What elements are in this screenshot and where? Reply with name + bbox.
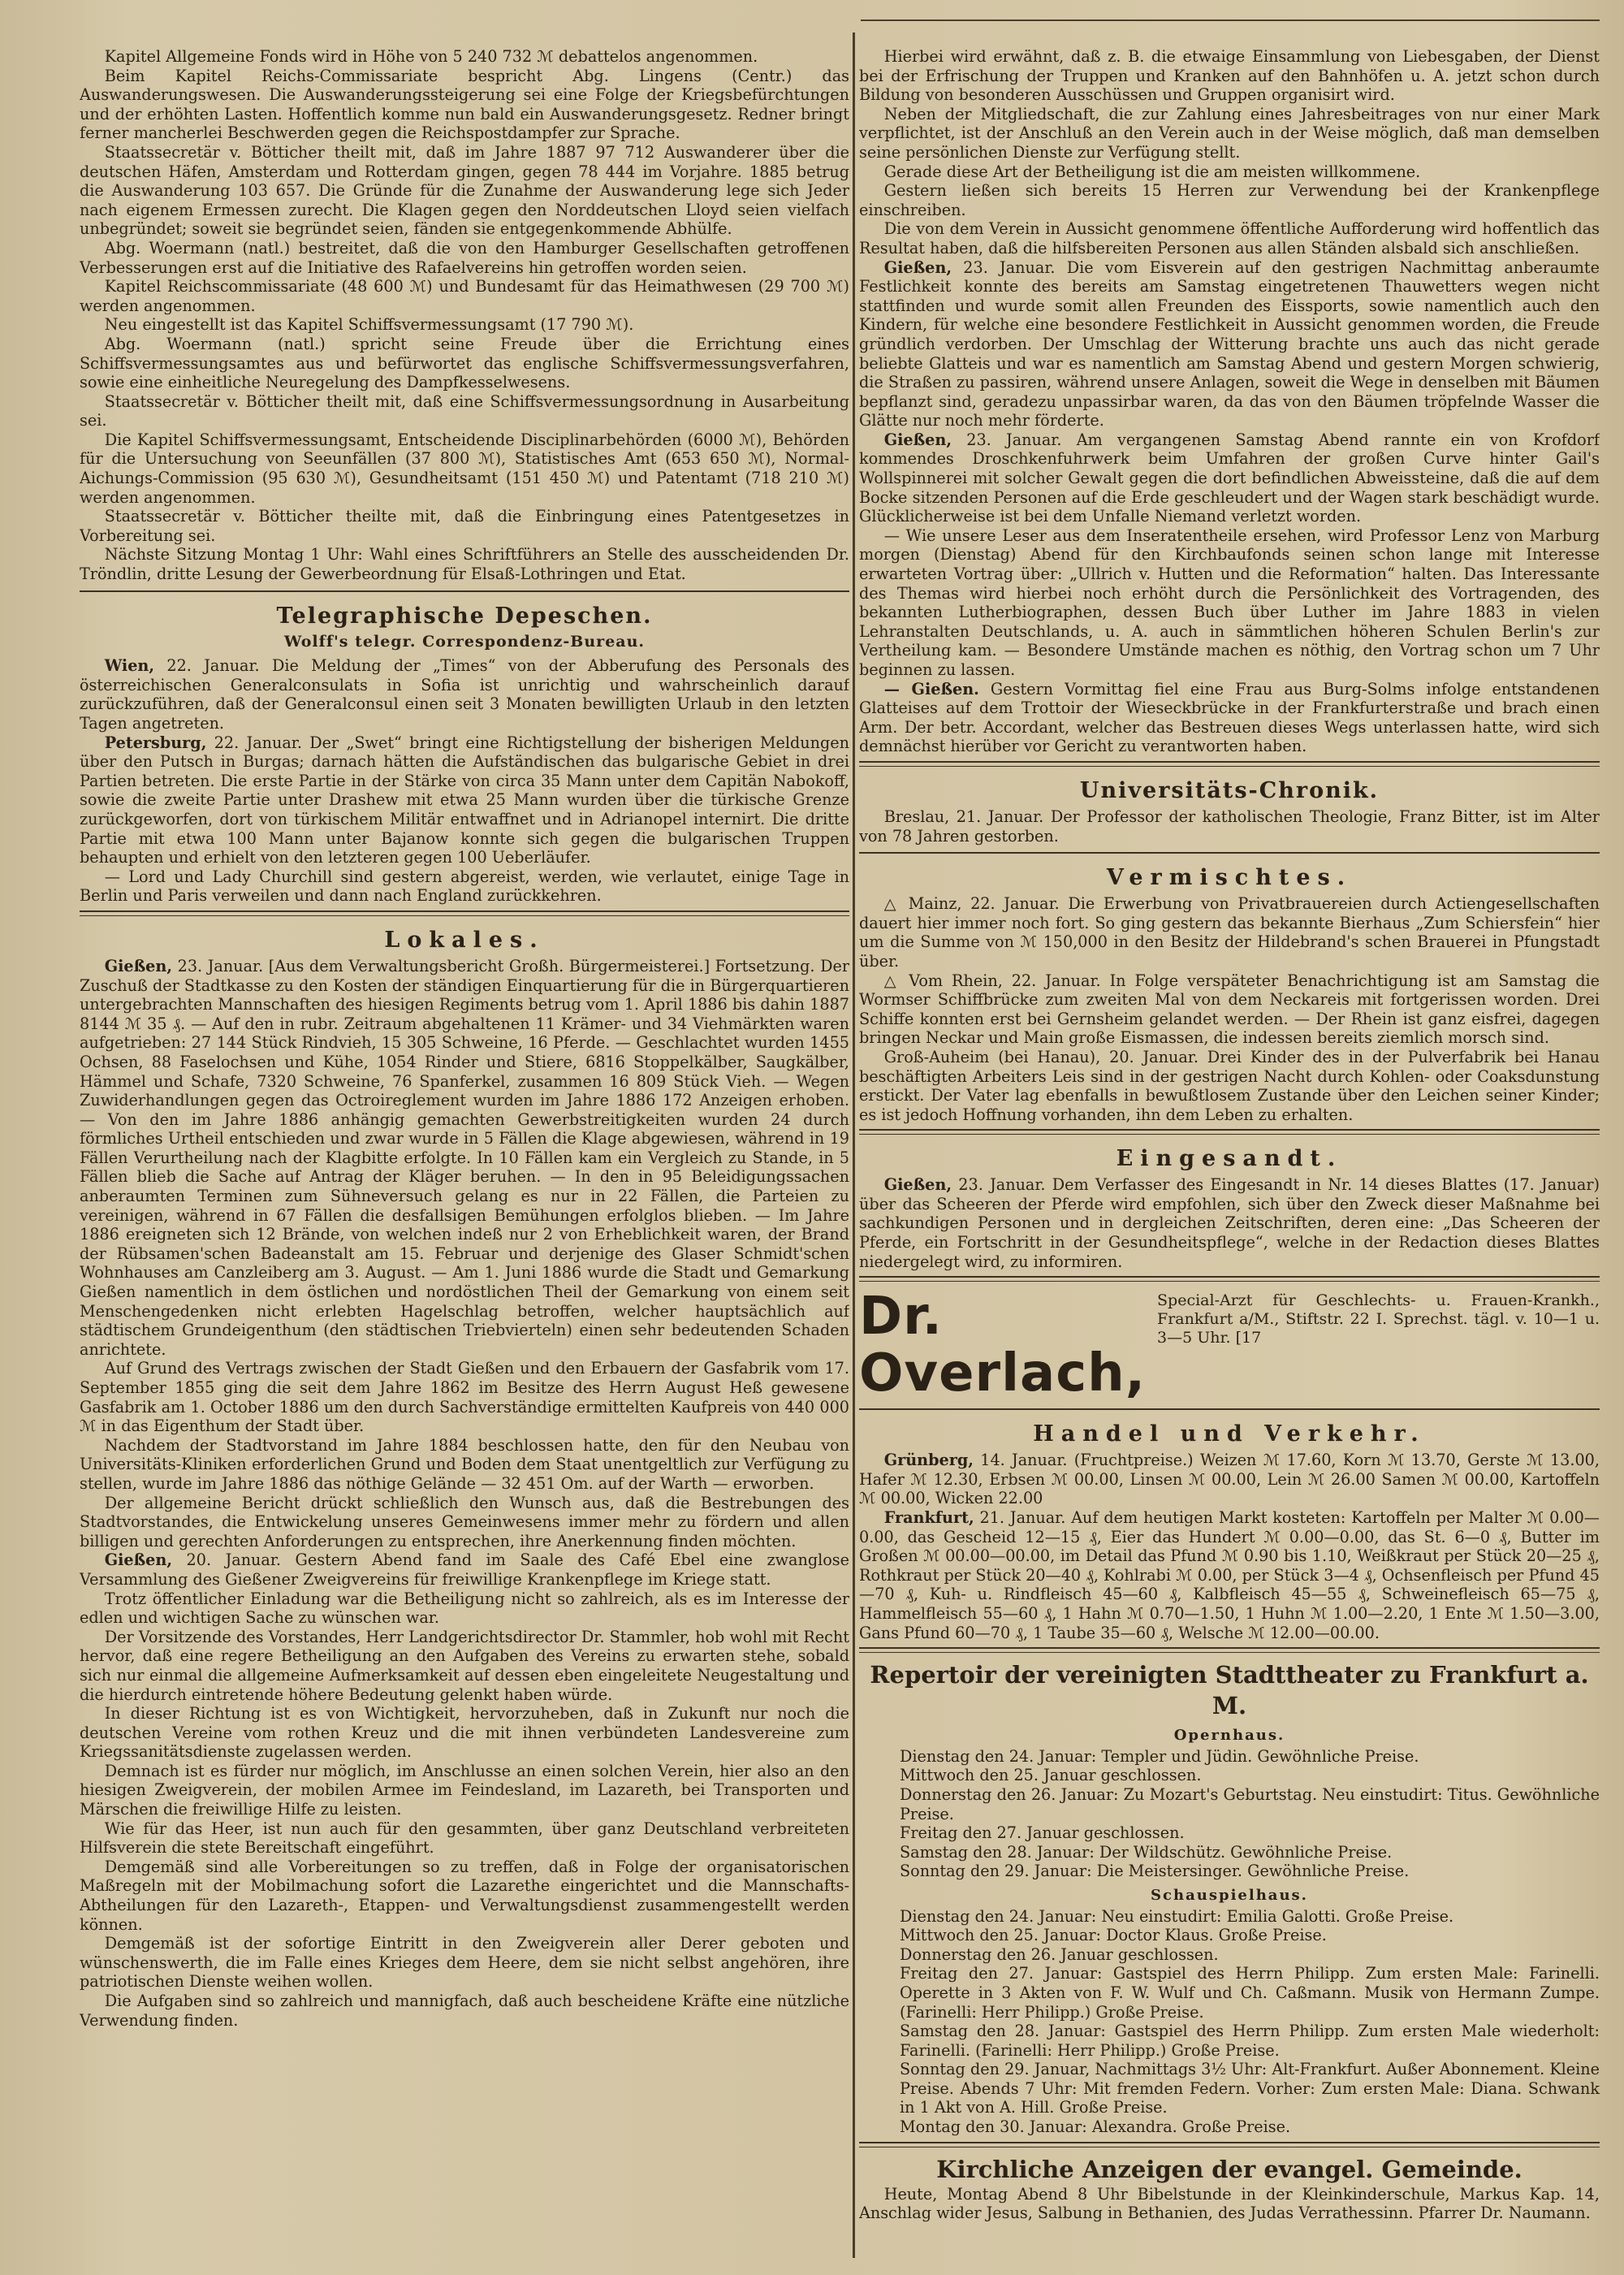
paragraph-text: — Wie unsere Leser aus dem Inseratentheile ersehen, wird Professor Lenz von Marburg morgen (Dienstag) Abend für den Kirchbaufonds seinen schon lange mit Interesse erwarteten Vortrag über: „Ullrich v. Hutten und die Reformation“ halten. Das Interessante des Themas wird hierbei noch erhöht durch die Persönlichkeit des Vortragenden, des bekannten Lutherbiographen, dessen Buch über Luther im Jahre 1883 in vielen Lehranstalten Deutschlands, u. A. auch in sämmtlichen höheren Schulen Berlin's zur Vertheilung kam. — Besondere Umstände machen es nöthig, den Vortrag schon um 7 Uhr beginnen zu lassen. xyxy=(859,525,1600,679)
paragraph: Staatssecretär v. Bötticher theilt mit, daß im Jahre 1887 97 712 Auswanderer über die deutschen Häfen, Amsterdam und Rotterdam gingen, gegen 78 444 im Vorjahre. 1885 betrug die Auswanderung 103 657. Die Gründe für die Zunahme der Auswanderung lege sich Jeder nach eigenem Ermessen zurecht. Die Klagen gegen den Norddeutschen Lloyd seien vielfach unbegründet; soweit sie begründet seien, fänden sie entgegenkommende Abhülfe. xyxy=(80,142,849,239)
opera-heading: Opernhaus. xyxy=(1173,1727,1285,1745)
paragraph-text: 20. Januar. Gestern Abend fand im Saale des Café Ebel eine zwanglose Versammlung des Gießener Zweigvereins für freiwillige Krankenpflege im Kriege statt. xyxy=(80,1551,849,1589)
paragraph: Freitag den 27. Januar geschlossen. xyxy=(900,1823,1185,1843)
dateline: — Gießen. xyxy=(883,679,979,699)
paragraph-text: Der Vorsitzende des Vorstandes, Herr Landgerichtsdirector Dr. Stammler, hob wohl mit Recht hervor, daß eine regere Betheiligung an den Aufgaben des Vereins zu erwarten stehe, sobald sich nur einmal die allgemeine Aufmerksamkeit auf dessen eben eingeleitete Neugestaltung und die hierdurch eintretende höhere Bedeutung gelenkt haben würde. xyxy=(80,1627,849,1704)
dateline: Gießen, xyxy=(883,1175,952,1195)
local-news xyxy=(859,258,1600,756)
paragraph: Mittwoch den 25. Januar: Doctor Klaus. Große Preise. xyxy=(900,1926,1327,1945)
paragraph-text: Der allgemeine Bericht drückt schließlich den Wunsch aus, daß die Bestrebungen des Stadtvorstandes, die Entwickelung unseres Gemeinwesens immer mehr zu fördern und allen billigen und gerechten Anforderungen zu entsprechen, ihre Anerkennung finden möchten. xyxy=(80,1493,849,1551)
dateline: Gießen, xyxy=(883,430,952,449)
paragraph: Abg. Woermann (natl.) bestreitet, daß die von den Hamburger Gesellschaften getroffenen Verbesserungen erst auf die Initiative des Rafaelvereins hin getroffen worden seien. xyxy=(80,238,849,277)
parliament-report xyxy=(80,47,849,584)
eingesandt-letter xyxy=(859,1175,1600,1271)
paragraph: Dienstag den 24. Januar: Neu einstudirt: Emilia Galotti. Große Preise. xyxy=(900,1906,1454,1926)
paragraph xyxy=(859,971,1600,1048)
paragraph: Nächste Sitzung Montag 1 Uhr: Wahl eines Schriftführers an Stelle des ausscheidenden Dr. Tröndlin, dritte Lesung der Gewerbeordnung für Elsaß-Lothringen und Etat. xyxy=(80,545,849,584)
dateline: Frankfurt, xyxy=(883,1508,974,1528)
paragraph xyxy=(80,1359,849,1435)
paragraph: Samstag den 28. Januar: Gastspiel des Herrn Philipp. Zum ersten Male wiederholt: Farinelli. (Farinelli: Herr Philipp.) Große Preise. xyxy=(900,2022,1600,2060)
telegraph-heading: Telegraphische Depeschen. xyxy=(276,603,653,629)
paragraph: Die Kapitel Schiffsvermessungsamt, Entscheidende Disciplinarbehörden (6000 ℳ), Behörden für die Untersuchung von Seeunfällen (37 800 ℳ), Statistisches Amt (653 650 ℳ), Normal-Aichungs-Commission (95 630 ℳ), Gesundheitsamt (151 450 ℳ) und Patentamt (718 210 ℳ) werden angenommen. xyxy=(80,430,849,507)
paragraph: Abg. Woermann (natl.) spricht seine Freude über die Errichtung eines Schiffsvermessungsamtes aus und befürwortet das englische Schiffsvermessungsverfahren, sowie eine einheitliche Neuregelung des Dampfkesselwesens. xyxy=(80,334,849,392)
paragraph: Kapitel Allgemeine Fonds wird in Höhe von 5 240 732 ℳ debattelos angenommen. xyxy=(104,47,758,66)
paragraph-text: 21. Januar. Auf dem heutigen Markt kosteten: Kartoffeln per Malter ℳ 0.00—0.00, das Gescheid 12—15 ₰, Eier das Hundert ℳ 0.00—0.00, das St. 6—0 ₰, Butter im Großen ℳ 00.00—00.00, im Detail das Pfund ℳ 0.90 bis 1.10, Weißkraut per Stück 20—25 ₰, Rothkraut per Stück 20—40 ₰, Kohlrabi ℳ 0.00, per Stück 3—4 ₰, Ochsenfleisch per Pfund 45—70 ₰, Kuh- u. Rindfleisch 45—60 ₰, Kalbfleisch 45—55 ₰, Schweinefleisch 65—75 ₰, Hammelfleisch 55—60 ₰, 1 Hahn ℳ 0.70—1.50, 1 Huhn ℳ 1.00—2.20, 1 Ente ℳ 1.50—3.00, Gans Pfund 60—70 ₰, 1 Taube 35—60 ₰, Welsche ℳ 12.00—00.00. xyxy=(859,1508,1600,1642)
paragraph xyxy=(80,1762,849,1819)
paragraph-text: Trotz öffentlicher Einladung war die Betheiligung nicht so zahlreich, als es im Interesse der edlen und wichtigen Sache zu wünschen war. xyxy=(80,1589,849,1628)
paragraph-text: 23. Januar. Dem Verfasser des Eingesandt in Nr. 14 dieses Blattes (17. Januar) über das Scheeren der Pferde wird empfohlen, sich über den Zweck dieser Maßnahme bei sachkundigen Personen und in dergleichen Zeitschriften, deren eine: „Das Scheeren der Pferde, ein Fortschritt in der Gesundheitspflege“, welche in der Redaction dieses Blattes niedergelegt wird, zu informiren. xyxy=(859,1175,1600,1271)
left-column xyxy=(80,47,849,2240)
telegraph-dispatches xyxy=(80,656,849,906)
opera-schedule xyxy=(859,1747,1600,1881)
trade-heading: Handel und Verkehr. xyxy=(1033,1421,1426,1447)
eingesandt-heading: Eingesandt. xyxy=(1116,1146,1343,1172)
dateline: Gießen, xyxy=(883,257,952,277)
telegraph-subheading: Wolff's telegr. Correspondenz-Bureau. xyxy=(283,632,646,651)
paragraph: Neben der Mitgliedschaft, die zur Zahlung eines Jahresbeitrages von nur einer Mark verpflichtet, ist der Anschluß an den Verein auch in der Weise möglich, daß man demselben seine persönlichen Dienste zur Verfügung stellt. xyxy=(859,104,1600,162)
paragraph: Samstag den 28. Januar: Der Wildschütz. Gewöhnliche Preise. xyxy=(900,1842,1393,1862)
lokales-heading: Lokales. xyxy=(384,927,545,953)
paragraph-text: Demgemäß ist der sofortige Eintritt in den Zweigverein aller Derer geboten und wünschenswerth, die im Falle eines Krieges dem Heere, dem sie nicht selbst angehören, ihre patriotischen Dienste weihen wollen. xyxy=(80,1934,849,1992)
playhouse-heading: Schauspielhaus. xyxy=(1151,1886,1308,1904)
paragraph-text: 22. Januar. Der „Swet“ bringt eine Richtigstellung der bisherigen Meldungen über den Putsch in Burgas; darnach hätten die Aufständischen das bulgarische Gebiet in drei Partien betreten. Die erste Partie in der Stärke von circa 35 Mann unter dem Capitän Nabokoff, sowie die zweite Partie unter Drashew mit etwa 25 Mann wurden über die türkische Grenze zurückgeworfen, dort von türkischem Militär entwaffnet und in Adrianopel internirt. Die dritte Partie mit etwa 100 Mann unter Bajanow konnte sich gegen die bulgarischen Truppen behaupten und erhielt von den letzteren gegen 100 Ueberläufer. xyxy=(80,733,849,867)
right-column xyxy=(859,47,1600,2240)
dateline: Gießen, xyxy=(104,1551,173,1570)
top-rule xyxy=(861,19,1600,21)
doctor-advertisement xyxy=(859,1288,1600,1402)
paragraph xyxy=(859,1175,1600,1271)
paragraph xyxy=(80,1551,849,1589)
paragraph-text: Demgemäß sind alle Vorbereitungen so zu treffen, daß in Folge der organisatorischen Maßregeln mit der Mobilmachung sofort die Lazarethe eingerichtet und die Mannschafts-Abtheilungen für den Lazareth-, Etappen- und Verwaltungsdienst zusammengestellt werden können. xyxy=(80,1857,849,1934)
paragraph xyxy=(80,1992,849,2030)
paragraph-text: Breslau, 21. Januar. Der Professor der katholischen Theologie, Franz Bitter, ist im Alter von 78 Jahren gestorben. xyxy=(859,807,1600,846)
paragraph: Montag den 30. Januar: Alexandra. Große Preise. xyxy=(900,2117,1291,2137)
paragraph xyxy=(859,526,1600,680)
church-notice: Heute, Montag Abend 8 Uhr Bibelstunde in der Kleinkinderschule, Markus Kap. 14, Anschlag wider Jesus, Salbung in Bethanien, des Judas Verrathessinn. Pfarrer Dr. Naumann. xyxy=(859,2184,1600,2223)
paragraph-text: In dieser Richtung ist es von Wichtigkeit, hervorzuheben, daß in Zukunft nur noch die deutschen Vereine vom rothen Kreuz und die mit ihnen verbündeten Landesvereine zum Kriegssanitätsdienste zugelassen werden. xyxy=(80,1704,849,1762)
paragraph xyxy=(80,1858,849,1934)
paragraph: Sonntag den 29. Januar: Die Meistersinger. Gewöhnliche Preise. xyxy=(900,1862,1410,1881)
paragraph xyxy=(80,1819,849,1858)
paragraph-text: 23. Januar. Die vom Eisverein auf den gestrigen Nachmittag anberaumte Festlichkeit konnte des bereits am Samstag eingetretenen Thauwetters wegen nicht stattfinden und wurde somit allen Freunden des Eissports, sowie namentlich auch den Kindern, für welche eine besondere Festlichkeit in Aussicht genommen worden, die Freude gründlich verdorben. Der Umschlag der Witterung brachte uns auch das nicht gerade beliebte Glatteis und war es namentlich am Samstag Abend und gestern Morgen schwierig, die Straßen zu passiren, während unsere Anlagen, soweit die Wege in denselben mit Bäumen bepflanzt sind, geradezu unpassirbar waren, da das von den Bäumen tröpfelnde Wasser die Glätte nur noch mehr förderte. xyxy=(859,257,1600,430)
ad-text: Special-Arzt für Geschlechts- u. Frauen-Krankh., Frankfurt a/M., Stiftstr. 22 I. Sprechst. tägl. v. 10—1 u. 3—5 Uhr. [17 xyxy=(1157,1291,1600,1347)
university-chronicle xyxy=(859,807,1600,846)
section-rule xyxy=(859,1647,1600,1653)
section-rule xyxy=(859,1276,1600,1282)
dateline: Petersburg, xyxy=(104,733,207,752)
ad-name: Dr. Overlach, xyxy=(859,1287,1147,1404)
paragraph xyxy=(859,680,1600,756)
misc-heading: Vermischtes. xyxy=(1106,865,1353,891)
section-rule xyxy=(859,2142,1600,2147)
paragraph: Mittwoch den 25. Januar geschlossen. xyxy=(900,1766,1202,1785)
market-prices xyxy=(859,1451,1600,1642)
paragraph-text: Demnach ist es fürder nur möglich, im Anschlusse an einen solchen Verein, hier also an den hiesigen Zweigverein, der mobilen Armee im Feindesland, im Lazareth, bei Transporten und Märschen die freiwillige Hilfe zu leisten. xyxy=(80,1761,849,1819)
section-rule xyxy=(859,1129,1600,1135)
paragraph xyxy=(859,1451,1600,1508)
paragraph: Staatssecretär v. Bötticher theilt mit, daß eine Schiffsvermessungsordnung in Ausarbeitung sei. xyxy=(80,391,849,430)
section-rule xyxy=(859,761,1600,767)
theatre-heading: Repertoir der vereinigten Stadttheater zu Frankfurt a. M. xyxy=(870,1661,1589,1720)
section-rule xyxy=(80,910,849,916)
paragraph: Gerade diese Art der Betheiligung ist die am meisten willkommene. xyxy=(883,162,1421,181)
paragraph xyxy=(80,1436,849,1494)
paragraph xyxy=(859,1508,1600,1642)
paragraph-text: 23. Januar. Am vergangenen Samstag Abend rannte ein von Krofdorf kommendes Droschkenfuhrwerk beim Umfahren der großen Curve hinter Gail's Wollspinnerei mit solcher Gewalt gegen die dort befindlichen Abweissteine, daß die auf dem Bocke sitzenden Personen auf die Erde geschleudert und der Wagen stark beschädigt wurde. Glücklicherweise ist bei dem Unfalle Niemand verletzt worden. xyxy=(859,430,1600,526)
paragraph: Gestern ließen sich bereits 15 Herren zur Verwendung bei der Krankenpflege einschreiben. xyxy=(859,181,1600,219)
paragraph-text: Groß-Auheim (bei Hanau), 20. Januar. Drei Kinder des in der Pulverfabrik bei Hanau beschäftigten Arbeiters Leis sind in der gestrigen Nacht durch Kohlen- oder Coaksdunstung erstickt. Der Vater lag ebenfalls in bewußtlosem Zustande über den Leichen seiner Kinder; es ist jedoch Hoffnung vorhanden, ihn dem Leben zu erhalten. xyxy=(859,1047,1600,1124)
dateline: Gießen, xyxy=(104,956,173,975)
paragraph xyxy=(80,1934,849,1992)
paragraph xyxy=(859,807,1600,846)
paragraph xyxy=(80,867,849,906)
paragraph: Beim Kapitel Reichs-Commissariate bespricht Abg. Lingens (Centr.) das Auswanderungswesen. Die Auswanderungssteigerung sei eine Folge der Kriegsbefürchtungen und der erhöhten Lasten. Hoffentlich komme nun bald ein Auswanderungsgesetz. Redner bringt ferner mancherlei Beschwerden gegen die Reichspostdampfer zur Sprache. xyxy=(80,66,849,143)
paragraph xyxy=(80,1494,849,1551)
section-rule xyxy=(80,590,849,592)
misc-news xyxy=(859,894,1600,1124)
paragraph: Staatssecretär v. Bötticher theilte mit, daß die Einbringung eines Patentgesetzes in Vorbereitung sei. xyxy=(80,507,849,545)
section-rule xyxy=(859,1408,1600,1410)
paragraph: Kapitel Reichscommissariate (48 600 ℳ) und Bundesamt für das Heimathwesen (29 700 ℳ) werden angenommen. xyxy=(80,277,849,315)
paragraph xyxy=(80,733,849,867)
paragraph-text: Gestern Vormittag fiel eine Frau aus Burg-Solms infolge entstandenen Glatteises auf dem Trottoir der Wieseckbrücke in der Frankfurterstraße und brach einen Arm. Der betr. Accordant, welcher das Bestreuen dieses Wegs unterlassen hatte, wird sich demnächst hierüber vor Gericht zu verantworten haben. xyxy=(859,679,1600,756)
paragraph-text: 14. Januar. (Fruchtpreise.) Weizen ℳ 17.60, Korn ℳ 13.70, Gerste ℳ 13.00, Hafer ℳ 12.30, Erbsen ℳ 00.00, Linsen ℳ 00.00, Lein ℳ 26.00 Samen ℳ 00.00, Kartoffeln ℳ 00.00, Wicken 22.00 xyxy=(859,1451,1600,1508)
paragraph xyxy=(80,1704,849,1762)
paragraph-text: Die Aufgaben sind so zahlreich und mannigfach, daß auch bescheidene Kräfte eine nützliche Verwendung finden. xyxy=(80,1992,849,2030)
paragraph: Donnerstag den 26. Januar geschlossen. xyxy=(900,1944,1219,1964)
dateline: Grünberg, xyxy=(883,1451,974,1470)
paragraph-text: △ Mainz, 22. Januar. Die Erwerbung von Privatbrauereien durch Actiengesellschaften dauert hier immer noch fort. So ging gestern das bekannte Bierhaus „Zum Schiersfein“ hier um die Summe von ℳ 150,000 in den Besitz der Hildebrand's schen Brauerei in Pfungstadt über. xyxy=(859,894,1600,971)
paragraph: Freitag den 27. Januar: Gastspiel des Herrn Philipp. Zum ersten Male: Farinelli. Operette in 3 Akten von F. W. Wulf und Ch. Caßmann. Musik von Hermann Zumpe. (Farinelli: Herr Philipp.) Große Preise. xyxy=(900,1964,1600,2022)
paragraph xyxy=(80,1628,849,1704)
section-rule xyxy=(859,852,1600,854)
lokales-articles xyxy=(80,957,849,2030)
paragraph xyxy=(80,656,849,733)
paragraph xyxy=(859,430,1600,526)
paragraph: Die von dem Verein in Aussicht genommene öffentliche Aufforderung wird hoffentlich das Resultat haben, daß die hilfsbereiten Personen aus allen Ständen alsbald sich anschließen. xyxy=(859,219,1600,257)
paragraph xyxy=(859,258,1600,430)
paragraph xyxy=(80,957,849,1359)
paragraph xyxy=(80,1589,849,1628)
column-divider xyxy=(853,32,855,2258)
paragraph xyxy=(859,1048,1600,1124)
paragraph: Hierbei wird erwähnt, daß z. B. die etwaige Einsammlung von Liebesgaben, der Dienst bei der Erfrischung der Truppen und Kranken auf den Bahnhöfen u. A. jetzt schon durch Bildung von besonderen Ausschüssen und Gruppen organisirt wird. xyxy=(859,47,1600,105)
paragraph-text: 23. Januar. [Aus dem Verwaltungsbericht Großh. Bürgermeisterei.] Fortsetzung. Der Zuschuß der Stadtkasse zu den Kosten der ständigen Einquartierung für die in Bürgerquartieren untergebrachten Mannschaften des hiesigen Regiments betrug vom 1. April 1886 bis dahin 1887 8144 ℳ 35 ₰. — Auf den in rubr. Zeitraum abgehaltenen 11 Krämer- und 34 Viehmärkten waren aufgetrieben: 27 144 Stück Rindvieh, 15 305 Schweine, 16 Pferde. — Geschlachtet wurden 1455 Ochsen, 88 Faselochsen und Kühe, 1054 Rinder und Stiere, 6816 Stoppelkälber, Saugkälber, Hämmel und Schafe, 7320 Schweine, 76 Spanferkel, zusammen 16 809 Stück Vieh. — Wegen Zuwiderhandlungen gegen das Octroireglement wurden im Jahre 1886 172 Anzeigen erhoben. — Von den im Jahre 1886 anhängig gemachten Gewerbstreitigkeiten wurden 24 durch förmliches Urtheil entschieden und zwar wurde in 5 Fällen die Klage abgewiesen, während in 19 Fällen Verurtheilung nach der Klagbitte erfolgte. In 10 Fällen kam ein Vergleich zu Stande, in 5 Fällen blieb die Sache auf Antrag der Kläger beruhen. — In den in 95 Beleidigungssachen anberaumten Terminen zum Sühneversuch gelang es nur in 22 Fällen, die Parteien zu vereinigen, während in 67 Fällen die desfallsigen Bemühungen erfolglos blieben. — Im Jahre 1886 ereigneten sich 12 Brände, von welchen indeß nur 2 von Erheblichkeit waren, der Brand der Rübsamen'schen Badeanstalt am 15. Februar und derjenige des Glaser Schmidt'schen Wohnhauses am Canzleiberg am 3. August. — Am 1. Juni 1886 wurde die Stadt und Gemarkung Gießen namentlich in dem östlichen und nordöstlichen Theil der Gemarkung von einem seit Menschengedenken nicht erlebten Hagelschlag betroffen, welcher hauptsächlich auf städtischem Grundeigenthum (den städtischen Triebvierteln) einen sehr bedeutenden Schaden anrichtete. xyxy=(80,956,849,1359)
paragraph-text: △ Vom Rhein, 22. Januar. In Folge verspäteter Benachrichtigung ist am Samstag die Wormser Schiffbrücke zum zweiten Mal von dem Neckareis mit fortgerissen worden. Drei Schiffe konnten erst bei Gernsheim gelandet werden. — Der Rhein ist ganz eisfrei, dagegen bringen Neckar und Main große Eismassen, die indessen bereits ziemlich morsch sind. xyxy=(859,971,1600,1048)
paragraph-text: Auf Grund des Vertrags zwischen der Stadt Gießen und den Erbauern der Gasfabrik vom 17. September 1855 ging die seit dem Jahre 1862 im Besitze des Herrn August Heß gewesene Gasfabrik am 1. October 1886 um den durch Sachverständige ermittelten Kaufpreis von 440 000 ℳ in das Eigenthum der Stadt über. xyxy=(80,1359,849,1436)
paragraph-text: Wie für das Heer, ist nun auch für den gesammten, über ganz Deutschland verbreiteten Hilfsverein die stete Bereitschaft eingeführt. xyxy=(80,1819,849,1858)
university-heading: Universitäts-Chronik. xyxy=(1079,777,1380,803)
paragraph-text: Nachdem der Stadtvorstand im Jahre 1884 beschlossen hatte, den für den Neubau von Universitäts-Kliniken erforderlichen Grund und Boden dem Staat unentgeltlich zur Verfügung zu stellen, wurde im Jahre 1886 das nöthige Gelände — 32 451 Om. auf der Warth — erworben. xyxy=(80,1435,849,1493)
playhouse-schedule xyxy=(859,1907,1600,2137)
church-heading: Kirchliche Anzeigen der evangel. Gemeinde. xyxy=(936,2155,1522,2183)
dateline: Wien, xyxy=(104,656,155,676)
continued-article xyxy=(859,47,1600,258)
paragraph: Dienstag den 24. Januar: Templer und Jüdin. Gewöhnliche Preise. xyxy=(900,1746,1419,1766)
paragraph: Neu eingestellt ist das Kapitel Schiffsvermessungsamt (17 790 ℳ). xyxy=(104,315,634,335)
paragraph xyxy=(859,894,1600,971)
paragraph: Donnerstag den 26. Januar: Zu Mozart's Geburtstag. Neu einstudirt: Titus. Gewöhnliche Preise. xyxy=(900,1784,1600,1823)
paragraph: Sonntag den 29. Januar, Nachmittags 3½ Uhr: Alt-Frankfurt. Außer Abonnement. Kleine Preise. Abends 7 Uhr: Mit fremden Federn. Vorher: Zum ersten Male: Diana. Schwank in 1 Akt von A. Hill. Große Preise. xyxy=(900,2060,1600,2117)
paragraph-text: — Lord und Lady Churchill sind gestern abgereist, werden, wie verlautet, einige Tage in Berlin und Paris verweilen und dann nach England zurückkehren. xyxy=(80,867,849,906)
paragraph-text: 22. Januar. Die Meldung der „Times“ von der Abberufung des Personals des österreichischen Generalconsulats in Sofia ist unrichtig und wahrscheinlich darauf zurückzuführen, daß der Generalconsul einen seit 3 Monaten bewilligten Urlaub in den letzten Tagen angetreten. xyxy=(80,656,849,733)
